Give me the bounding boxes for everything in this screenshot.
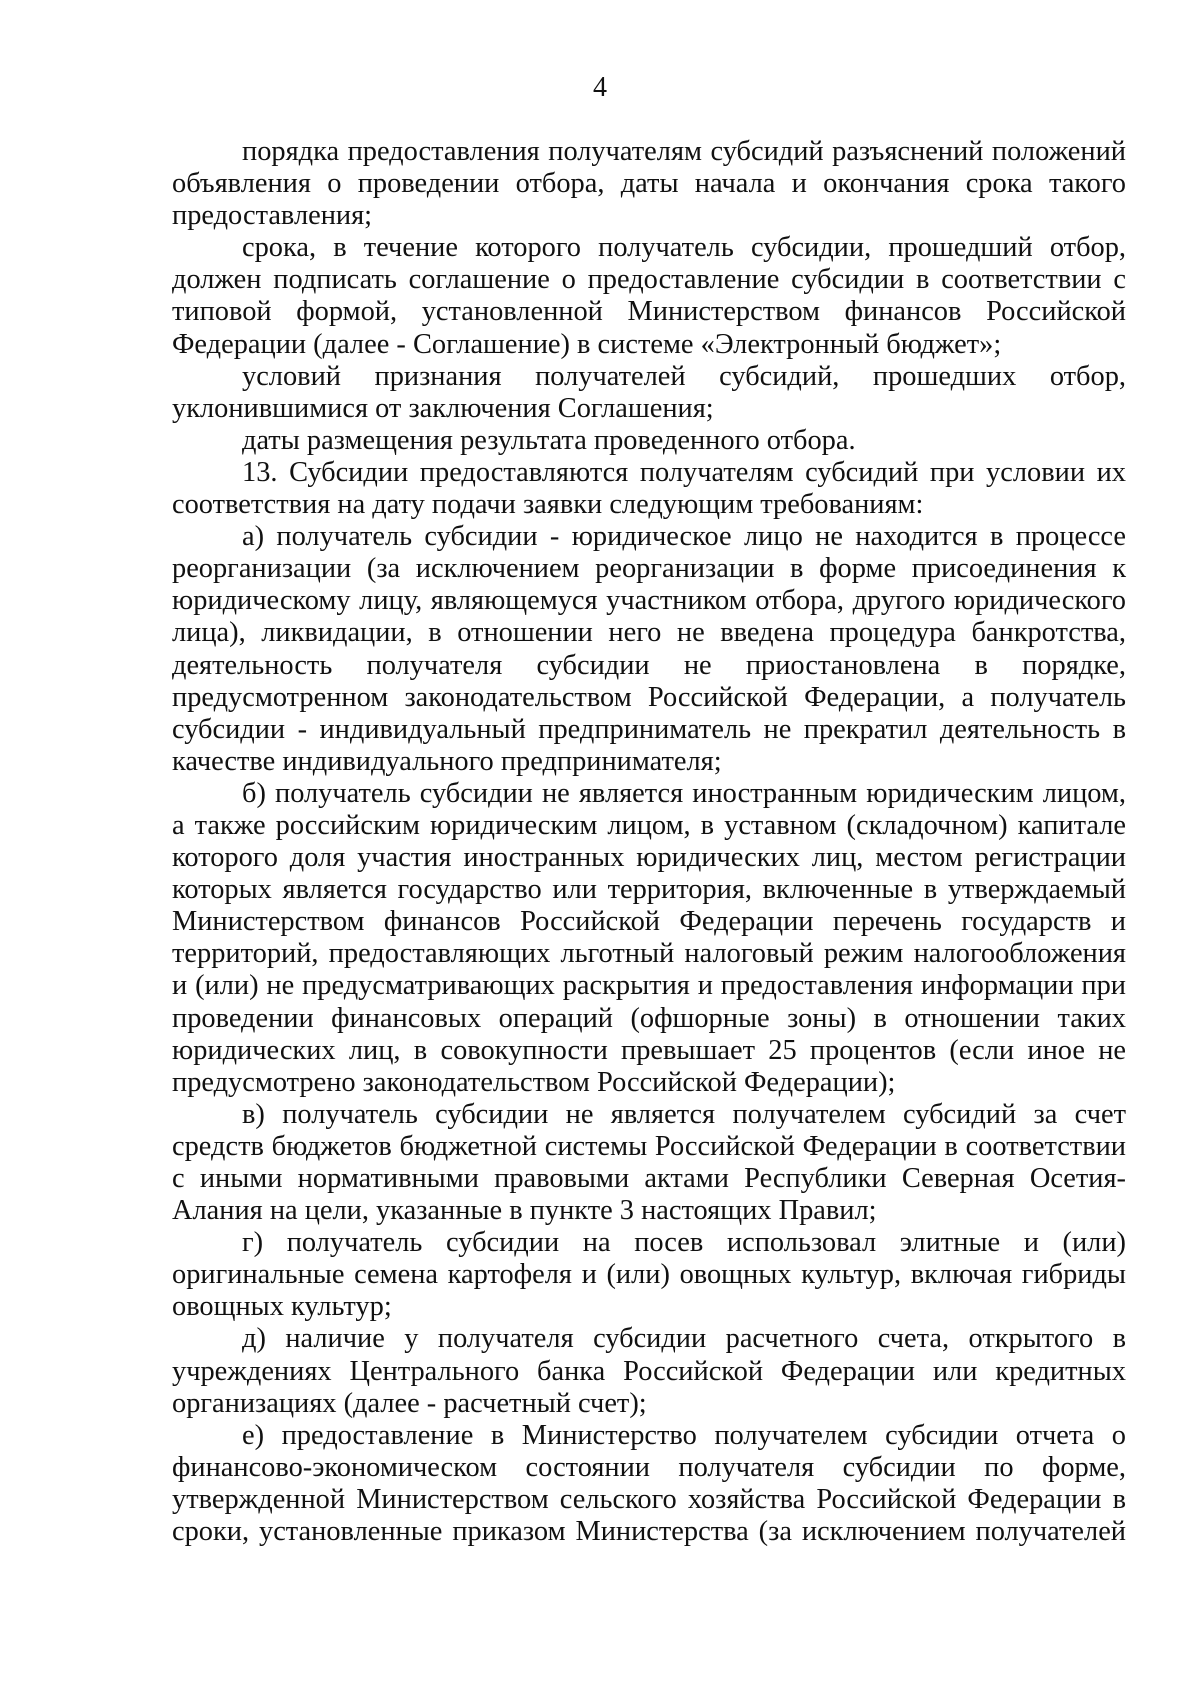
paragraph-item-a: а) получатель субсидии - юридическое лицо не находится в процессе реорганизации (за исключением реорганизации в форме присоединения к юридическому лицу, являющемуся участником отбора, другого юридического лица), ликвидации, в отношении него не введена процедура банкротства, деятельность получателя субсидии не приостановлена в порядке, предусмотренном законодательством Российской Федерации, а получатель субсидии - индивидуальный предприниматель не прекратил деятельность в качестве индивидуального предпринимателя; (172, 521, 1126, 777)
paragraph-item-v: в) получатель субсидии не является получателем субсидий за счет средств бюджетов бюджетной системы Российской Федерации в соответствии с иными нормативными правовыми актами Республики Северная Осетия-Алания на цели, указанные в пункте 3 настоящих Правил; (172, 1098, 1126, 1227)
document-body (172, 136, 1126, 1548)
page-number: 4 (593, 72, 607, 103)
paragraph-item-d: д) наличие у получателя субсидии расчетного счета, открытого в учреждениях Центрального банка Российской Федерации или кредитных организациях (далее - расчетный счет); (172, 1323, 1126, 1419)
paragraph-clarification-procedure: порядка предоставления получателям субсидий разъяснений положений объявления о проведении отбора, даты начала и окончания срока такого предоставления; (172, 136, 1126, 232)
paragraph-item-g: г) получатель субсидии на посев использовал элитные и (или) оригинальные семена картофеля и (или) овощных культур, включая гибриды овощных культур; (172, 1227, 1126, 1323)
paragraph-evasion-conditions: условий признания получателей субсидий, прошедших отбор, уклонившимися от заключения Соглашения; (172, 360, 1126, 424)
paragraph-item-b: б) получатель субсидии не является иностранным юридическим лицом, а также российским юридическим лицом, в уставном (складочном) капитале которого доля участия иностранных юридических лиц, местом регистрации которых является государство или территория, включенные в утверждаемый Министерством финансов Российской Федерации перечень государств и территорий, предоставляющих льготный налоговый режим налогообложения и (или) не предусматривающих раскрытия и предоставления информации при проведении финансовых операций (офшорные зоны) в отношении таких юридических лиц, в совокупности превышает 25 процентов (если иное не предусмотрено законодательством Российской Федерации); (172, 777, 1126, 1098)
paragraph-item-e: е) предоставление в Министерство получателем субсидии отчета о финансово-экономическом состоянии получателя субсидии по форме, утвержденной Министерством сельского хозяйства Российской Федерации в сроки, установленные приказом Министерства (за исключением получателей (172, 1419, 1126, 1548)
paragraph-results-date: даты размещения результата проведенного отбора. (242, 424, 856, 456)
paragraph-agreement-deadline: срока, в течение которого получатель субсидии, прошедший отбор, должен подписать соглашение о предоставление субсидии в соответствии с типовой формой, установленной Министерством финансов Российской Федерации (далее - Соглашение) в системе «Электронный бюджет»; (172, 232, 1126, 360)
paragraph-13-requirements: 13. Субсидии предоставляются получателям субсидий при условии их соответствия на дату подачи заявки следующим требованиям: (172, 456, 1126, 521)
